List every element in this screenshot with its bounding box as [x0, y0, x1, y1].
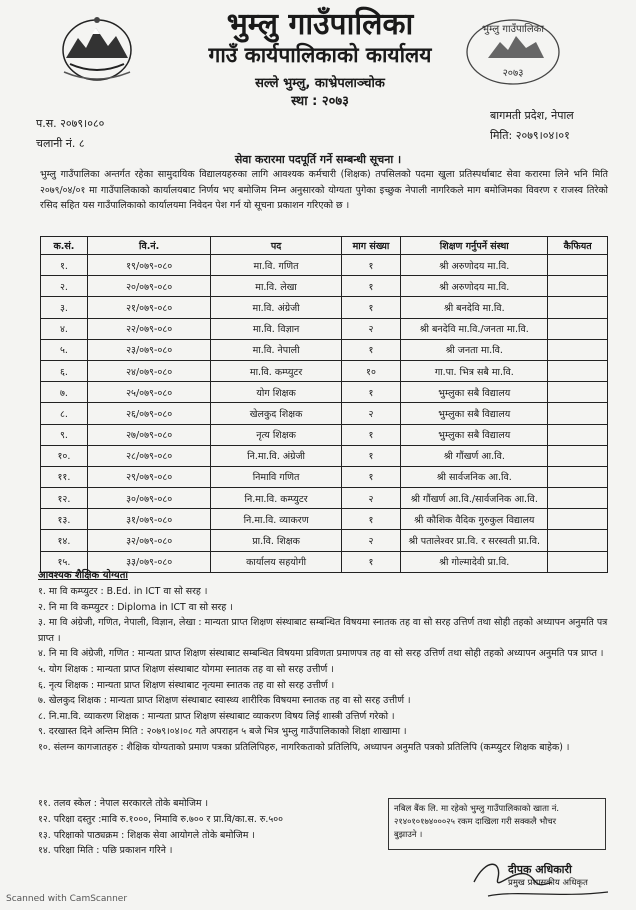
table-row — [41, 255, 608, 276]
term-item: १२. परिक्षा दस्तुर :मावि रु.१०००, निमावि रु.७०० र प्रा.वि/का.स. रु.५०० — [38, 813, 284, 825]
office-stamp-icon — [458, 12, 568, 96]
row-remarks — [548, 297, 608, 318]
row-demand: १ — [341, 509, 401, 530]
row-institution: श्री पतालेश्वर प्रा.वि. र सरस्वती प्रा.वि. — [401, 530, 548, 551]
row-demand: २ — [341, 403, 401, 424]
table-header-row — [41, 237, 608, 255]
office-subtitle: गाउँ कार्यपालिकाको कार्यालय — [208, 43, 432, 67]
row-post: मा.वि. नेपाली — [211, 339, 341, 360]
header-sn: क.सं. — [41, 237, 88, 255]
row-post: मा.वि. कम्प्युटर — [211, 360, 341, 381]
table-row — [41, 360, 608, 381]
row-ad-number: ३३/०७९-०८० — [87, 551, 211, 572]
row-demand: २ — [341, 318, 401, 339]
date-block — [490, 106, 574, 146]
row-demand: २ — [341, 530, 401, 551]
row-demand: १ — [341, 255, 401, 276]
row-sn: ६. — [41, 360, 88, 381]
row-ad-number: ३१/०७९-०८० — [87, 509, 211, 530]
table-row — [41, 339, 608, 360]
row-institution: श्री गोल्मादेवी प्रा.वि. — [401, 551, 548, 572]
notice-title: सेवा करारमा पदपूर्ति गर्ने सम्बन्धी सूचना । — [234, 153, 402, 166]
row-post: खेलकुद शिक्षक — [211, 403, 341, 424]
header-demand: माग संख्या — [341, 237, 401, 255]
bank-note-line: नबिल बैंक लि. मा रहेको भुम्लु गाउँपालिकाको खाता नं. — [394, 803, 560, 813]
row-ad-number: २५/०७९-०८० — [87, 382, 211, 403]
row-institution: श्री जनता मा.वि. — [401, 339, 548, 360]
row-remarks — [548, 276, 608, 297]
row-demand: १ — [341, 445, 401, 466]
nepal-emblem-icon — [58, 14, 136, 84]
table-row — [41, 403, 608, 424]
row-institution: श्री बनदेवि मा.वि./जनता मा.वि. — [401, 318, 548, 339]
row-ad-number: ३२/०७९-०८० — [87, 530, 211, 551]
header-ad-number: वि.नं. — [87, 237, 211, 255]
row-sn: १०. — [41, 445, 88, 466]
row-remarks — [548, 255, 608, 276]
row-sn: ५. — [41, 339, 88, 360]
established-year: स्था : २०७३ — [291, 94, 349, 109]
row-sn: ७. — [41, 382, 88, 403]
qualifications-heading: आवश्यक शैक्षिक योग्यता — [38, 570, 129, 581]
row-ad-number: २३/०७९-०८० — [87, 339, 211, 360]
table-row — [41, 318, 608, 339]
notice-intro: भुम्लु गाउँपालिका अन्तर्गत रहेका सामुदायिक विद्यालयहरुका लागि आवश्यक कर्मचारी (शिक्षक) तपसिलको पदमा खुला प्रतिस्पर्धाबाट सेवा करारमा लिने भनि मिति २०७९/०४/०१ मा गाउँपालिकाको कार्यालयबाट निर्णय भए बमोजिम निम्न अनुसारको योग्यता पुगेका इच्छुक नेपाली नागरिकले माग बमोजिमका विवरण र राजस्व तिरेको रसिद सहित यस गाउँपालिकाको कार्यालयमा निवेदन पेश गर्न यो सूचना प्रकाशन गरिएको छ । — [40, 169, 608, 211]
signatory-name: दीपक अधिकारी — [508, 863, 572, 876]
row-demand: १ — [341, 297, 401, 318]
term-item: १३. परिक्षाको पाठ्यक्रम : शिक्षक सेवा आयोगले तोके बमोजिम । — [38, 829, 255, 841]
row-post: निमावि गणित — [211, 466, 341, 487]
row-demand: १० — [341, 360, 401, 381]
row-post: प्रा.वि. शिक्षक — [211, 530, 341, 551]
province: बागमती प्रदेश, नेपाल — [490, 109, 574, 122]
row-remarks — [548, 382, 608, 403]
row-institution: श्री बनदेवि मा.वि. — [401, 297, 548, 318]
ps-number: प.स. २०७९।०८० — [36, 117, 105, 130]
qualification-item: २. नि मा वि कम्प्युटर : Diploma in ICT वा सो सरह । — [38, 601, 233, 613]
row-sn: २. — [41, 276, 88, 297]
row-sn: ९. — [41, 424, 88, 445]
row-ad-number: २१/०७९-०८० — [87, 297, 211, 318]
row-institution: भुम्लुका सबै विद्यालय — [401, 403, 548, 424]
table-row — [41, 424, 608, 445]
row-remarks — [548, 509, 608, 530]
row-demand: २ — [341, 488, 401, 509]
row-sn: ४. — [41, 318, 88, 339]
row-institution: भुम्लुका सबै विद्यालय — [401, 424, 548, 445]
row-demand: १ — [341, 339, 401, 360]
qualification-item: १. मा वि कम्प्युटर : B.Ed. in ICT वा सो सरह । — [38, 586, 208, 597]
row-demand: १ — [341, 551, 401, 572]
row-sn: १२. — [41, 488, 88, 509]
row-remarks — [548, 488, 608, 509]
row-sn: १४. — [41, 530, 88, 551]
row-ad-number: २८/०७९-०८० — [87, 445, 211, 466]
notice-date: मिति: २०७९।०४।०१ — [490, 129, 570, 142]
row-remarks — [548, 360, 608, 381]
stamp-text: भुम्लु गाउँपालिका — [482, 24, 544, 35]
table-row — [41, 297, 608, 318]
bank-account-note — [388, 798, 606, 850]
table-row — [41, 488, 608, 509]
row-post: नृत्य शिक्षक — [211, 424, 341, 445]
row-ad-number: २४/०७९-०८० — [87, 360, 211, 381]
row-ad-number: २६/०७९-०८० — [87, 403, 211, 424]
row-institution: श्री अरुणोदय मा.वि. — [401, 255, 548, 276]
row-ad-number: २७/०७९-०८० — [87, 424, 211, 445]
row-sn: १३. — [41, 509, 88, 530]
row-sn: ८. — [41, 403, 88, 424]
row-ad-number: २०/०७९-०८० — [87, 276, 211, 297]
scanner-watermark: Scanned with CamScanner — [6, 894, 128, 904]
row-demand: १ — [341, 466, 401, 487]
row-ad-number: २२/०७९-०८० — [87, 318, 211, 339]
table-row — [41, 445, 608, 466]
row-ad-number: २९/०७९-०८० — [87, 466, 211, 487]
row-post: मा.वि. विज्ञान — [211, 318, 341, 339]
row-post: कार्यालय सहयोगी — [211, 551, 341, 572]
row-ad-number: १९/०७९-०८० — [87, 255, 211, 276]
row-remarks — [548, 403, 608, 424]
row-post: मा.वि. लेखा — [211, 276, 341, 297]
row-sn: ३. — [41, 297, 88, 318]
row-remarks — [548, 318, 608, 339]
row-remarks — [548, 424, 608, 445]
row-institution: भुम्लुका सबै विद्यालय — [401, 382, 548, 403]
qualification-item: ३. मा वि अंग्रेजी, गणित, नेपाली, विज्ञान, लेखा : मान्यता प्राप्त शिक्षण संस्थाबाट सम्बन्धित विषयमा स्नातक तह वा सो सरह उत्तिर्ण तथा सोही तहको अध्यापन अनुमति पत्र प्राप्त । — [38, 617, 608, 644]
office-title: भुम्लु गाउँपालिका — [226, 7, 414, 42]
reference-block — [36, 114, 104, 154]
row-institution: श्री अरुणोदय मा.वि. — [401, 276, 548, 297]
row-demand: १ — [341, 424, 401, 445]
row-sn: ११. — [41, 466, 88, 487]
row-demand: १ — [341, 276, 401, 297]
table-row — [41, 382, 608, 403]
qualification-item: ९. दरखास्त दिने अन्तिम मिति : २०७९।०४।०८ गते अपराहन ५ बजे भित्र भुम्लु गाउँपालिकाको शिक्षा शाखामा । — [38, 726, 407, 738]
row-post: योग शिक्षक — [211, 382, 341, 403]
row-remarks — [548, 466, 608, 487]
row-sn: १. — [41, 255, 88, 276]
row-institution: गा.पा. भित्र सबै मा.वि. — [401, 360, 548, 381]
bank-note-line: २१४०१०१७४०००२५ रकम दाखिला गरी सक्कलै भौचर — [394, 816, 557, 826]
header-post: पद — [211, 237, 341, 255]
stamp-year: २०७३ — [502, 68, 524, 79]
qualification-item: ८. नि.मा.वि. व्याकरण शिक्षक : मान्यता प्राप्त शिक्षण संस्थाबाट व्याकरण विषय लिई शास्त्री उत्तिर्ण गरेको । — [38, 710, 395, 722]
office-address: सल्ले भुम्लु, काभ्रेपलाञ्चोक — [255, 76, 385, 91]
qualifications-section — [38, 568, 608, 756]
row-post: मा.वि. अंग्रेजी — [211, 297, 341, 318]
term-item: १४. परिक्षा मिति : पछि प्रकाशन गरिने । — [38, 845, 173, 857]
table-row — [41, 530, 608, 551]
qualification-item: ४. नि मा वि अंग्रेजी, गणित : मान्यता प्राप्त शिक्षण संस्थाबाट सम्बन्धित विषयमा प्रविणता प्रमाणपत्र तह वा सो सरह उत्तिर्ण तथा सोही तहको अध्यापन अनुमति पत्र प्राप्त । — [38, 648, 604, 660]
row-post: नि.मा.वि. अंग्रेजी — [211, 445, 341, 466]
row-institution: श्री सार्वजनिक आ.वि. — [401, 466, 548, 487]
signatory-role: प्रमुख प्रशासकीय अधिकृत — [508, 878, 588, 888]
row-institution: श्री गौंखर्ण आ.वि. — [401, 445, 548, 466]
signature-block — [468, 852, 618, 904]
row-post: नि.मा.वि. व्याकरण — [211, 509, 341, 530]
row-institution: श्री गौंखर्ण आ.वि./सार्वजनिक आ.वि. — [401, 488, 548, 509]
row-remarks — [548, 339, 608, 360]
qualification-item: ७. खेलकुद शिक्षक : मान्यता प्राप्त शिक्षण संस्थाबाट स्वास्थ्य शारीरिक विषयमा स्नातक तह वा सो सरह उत्तीर्ण । — [38, 695, 411, 707]
row-post: मा.वि. गणित — [211, 255, 341, 276]
header-institution: शिक्षण गर्नुपर्ने संस्था — [401, 237, 548, 255]
row-demand: १ — [341, 382, 401, 403]
chalani-number: चलानी नं. ८ — [36, 137, 85, 150]
term-item: ११. तलव स्केल : नेपाल सरकारले तोके बमोजिम । — [38, 798, 209, 809]
row-remarks — [548, 530, 608, 551]
row-sn: १५. — [41, 551, 88, 572]
table-row — [41, 276, 608, 297]
row-remarks — [548, 445, 608, 466]
table-row — [41, 509, 608, 530]
vacancy-table — [40, 236, 608, 573]
table-row — [41, 466, 608, 487]
bank-note-line: बुझाउने । — [394, 829, 423, 839]
letterhead — [140, 8, 500, 110]
row-ad-number: ३०/०७९-०८० — [87, 488, 211, 509]
row-post: नि.मा.वि. कम्प्युटर — [211, 488, 341, 509]
header-remarks: कैफियत — [548, 237, 608, 255]
qualification-item: १०. संलग्न कागजातहरु : शैक्षिक योग्यताको प्रमाण पत्रका प्रतिलिपिहरु, नागरिकताको प्रतिलिपि, अध्यापन अनुमति पत्रको प्रतिलिपि (कम्प्युटर शिक्षक बाहेक) । — [38, 741, 570, 753]
qualification-item: ६. नृत्य शिक्षक : मान्यता प्राप्त शिक्षण संस्थाबाट नृत्यमा स्नातक तह वा सो सरह उत्तीर्ण । — [38, 679, 335, 691]
row-institution: श्री कौशिक वैदिक गुरुकुल विद्यालय — [401, 509, 548, 530]
qualification-item: ५. योग शिक्षक : मान्यता प्राप्त शिक्षण संस्थाबाट योगमा स्नातक तह वा सो सरह उत्तीर्ण । — [38, 663, 334, 675]
